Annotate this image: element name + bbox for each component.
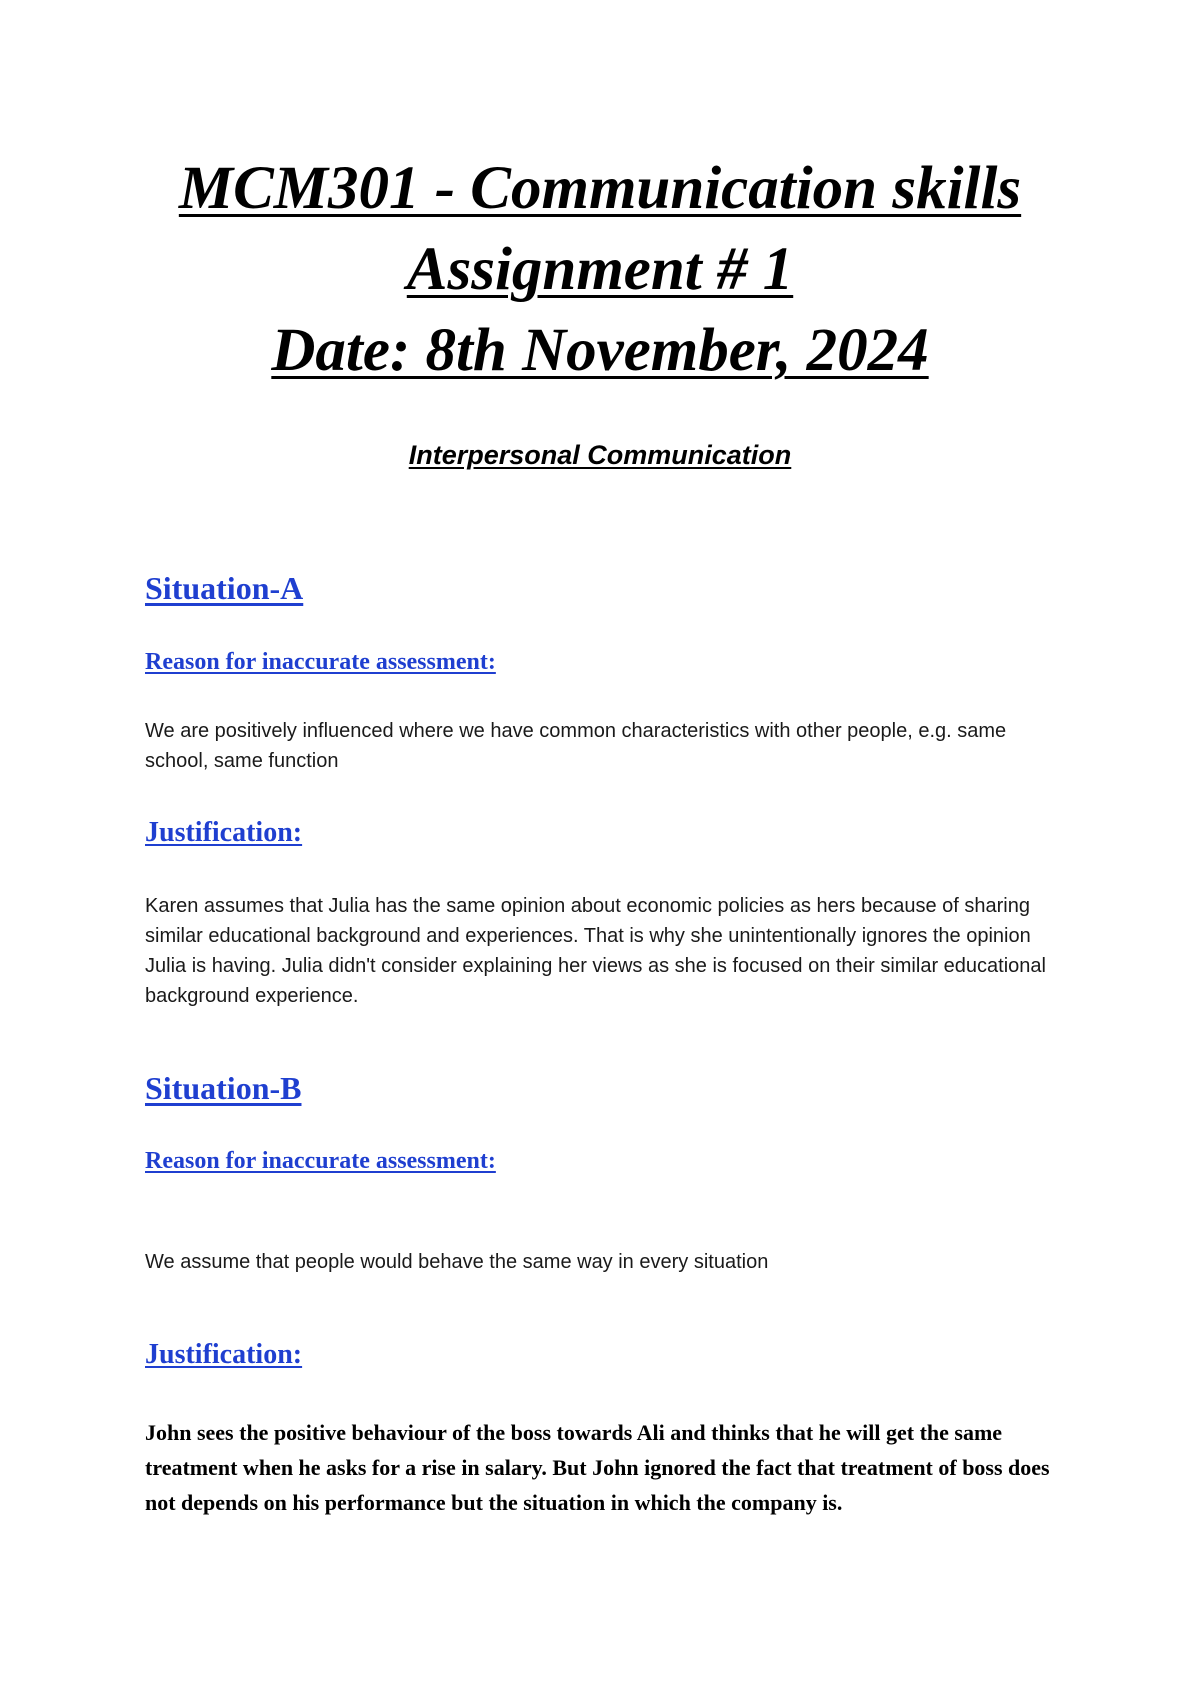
document-subtitle: Interpersonal Communication — [408, 440, 792, 470]
title-line-date: Date: 8th November, 2024 — [271, 317, 929, 384]
situation-b-justification-label: Justification: — [145, 1339, 303, 1370]
document-title — [0, 148, 1200, 391]
situation-a-reason-label: Reason for inaccurate assessment: — [145, 649, 496, 675]
situation-a-reason-text: We are positively influenced where we have common characteristics with other people, e.g. same school, same function — [145, 720, 1007, 772]
situation-a-justification-label: Justification: — [145, 817, 303, 848]
situation-a-heading: Situation-A — [145, 570, 304, 606]
title-line-assignment: Assignment # 1 — [406, 236, 794, 303]
situation-b-heading: Situation-B — [145, 1070, 302, 1106]
situation-b-reason-text: We assume that people would behave the same way in every situation — [145, 1251, 769, 1273]
situation-a-justification-text: Karen assumes that Julia has the same opinion about economic policies as hers because of sharing similar educational background and experiences. That is why she unintentionally ignores the opinion Julia is having. Julia didn't consider explaining her views as she is focused on their similar educational background experience. — [145, 895, 1046, 1007]
title-line-course: MCM301 - Communication skills — [178, 155, 1022, 222]
situation-b-reason-label: Reason for inaccurate assessment: — [145, 1148, 496, 1174]
situation-b-justification-text: John sees the positive behaviour of the boss towards Ali and thinks that he will get the same treatment when he asks for a rise in salary. But John ignored the fact that treatment of boss does not depends on his performance but the situation in which the company is. — [145, 1420, 1050, 1515]
